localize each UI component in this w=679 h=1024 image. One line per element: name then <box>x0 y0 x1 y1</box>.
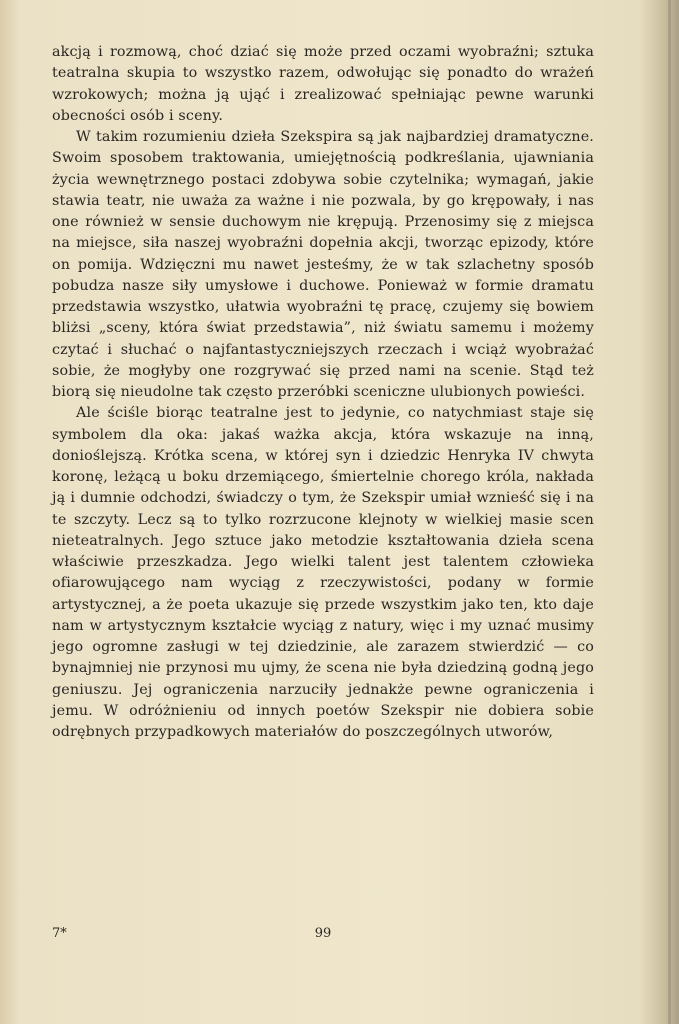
paragraph-1: akcją i rozmową, choć dziać się może przed oczami wyobraźni; sztuka teatralna skupia to wszystko razem, odwołując się ponadto do wrażeń wzrokowych; można ją ująć i zrealizować spełniając pewne warunki obecności osób i sceny. <box>52 44 594 124</box>
page-number: 99 <box>314 926 332 941</box>
body-text <box>52 42 594 743</box>
printer-signature: 7* <box>52 926 67 941</box>
page-footer <box>52 926 594 946</box>
paragraph-3: Ale ściśle biorąc teatralne jest to jedynie, co natychmiast staje się symbolem dla oka: jakaś ważka akcja, która wskazuje na inną, donioślejszą. Krótka scena, w której syn i dziedzic Henryka IV chwyta koronę, leżącą u boku drzemiącego, śmiertelnie chorego króla, nakłada ją i dumnie odchodzi, świadczy o tym, że Szekspir umiał wznieść się i na te szczyty. Lecz są to tylko rozrzucone klejnoty w wielkiej masie scen nieteatralnych. Jego sztuce jako metodzie kształtowania dzieła scena właściwie przeszkadza. Jego wielki talent jest talentem człowieka ofiarowującego nam wyciąg z rzeczywistości, podany w formie artystycznej, a że poeta ukazuje się przede wszystkim jako ten, kto daje nam w artystycznym kształcie wyciąg z natury, więc i my uznać musimy jego ogromne zasługi w tej dziedzinie, ale zarazem stwierdzić — co bynajmniej nie przynosi mu ujmy, że scena nie była dziedziną godną jego geniuszu. Jej ograniczenia narzuciły jednakże pewne ograniczenia i jemu. W odróżnieniu od innych poetów Szekspir nie dobiera sobie odrębnych przypadkowych materiałów do poszczególnych utworów, <box>52 405 594 740</box>
book-spine-shadow <box>668 0 671 1024</box>
paragraph-2: W takim rozumieniu dzieła Szekspira są jak najbardziej dramatyczne. Swoim sposobem traktowania, umiejętnością podkreślania, ujawniania życia wewnętrznego postaci zdobywa sobie czytelnika; wymagań, jakie stawia teatr, nie uważa za ważne i nie pozwala, by go krępowały, i nas one również w sensie duchowym nie krępują. Przenosimy się z miejsca na miejsce, siła naszej wyobraźni dopełnia akcji, tworząc epizody, które on pomija. Wdzięczni mu nawet jesteśmy, że w tak szlachetny sposób pobudza nasze siły umysłowe i duchowe. Ponieważ w formie dramatu przedstawia wszystko, ułatwia wyobraźni tę pracę, czujemy się bowiem bliżsi „sceny, która świat przedstawia”, niż światu samemu i możemy czytać i słuchać o najfantastyczniejszych rzeczach i wciąż wyobrażać sobie, że mogłyby one rozgrywać się przed nami na scenie. Stąd też biorą się nieudolne tak często przeróbki sceniczne ulubionych powieści. <box>52 129 594 400</box>
